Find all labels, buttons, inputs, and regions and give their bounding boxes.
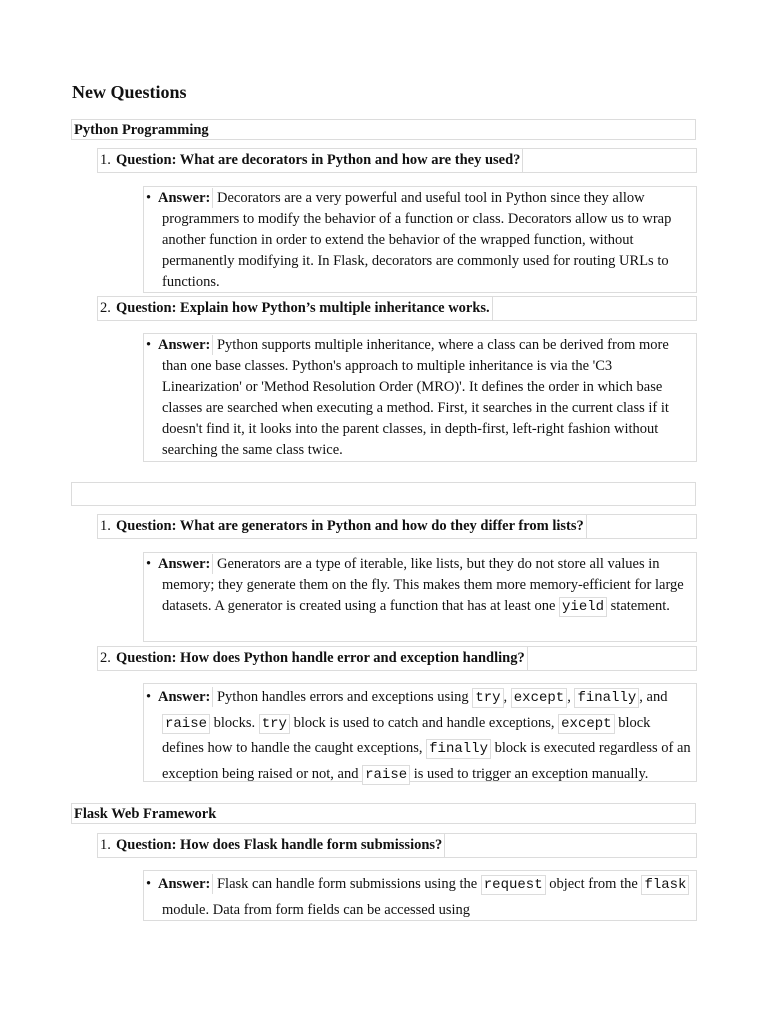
answer-decorators — [143, 186, 697, 293]
code-try: try — [259, 714, 290, 734]
answer-text: , — [567, 689, 571, 705]
question-generators — [97, 514, 697, 539]
answer-text: , and — [639, 689, 668, 705]
answer-generators — [143, 552, 697, 642]
question-flask-forms — [97, 833, 697, 858]
question-number: 2. — [100, 300, 111, 316]
code-finally: finally — [574, 688, 639, 708]
answer-label: Answer: — [144, 874, 213, 894]
code-request: request — [481, 875, 546, 895]
question-text: Question: What are generators in Python and how do they differ from lists? — [115, 515, 587, 538]
question-text: Question: Explain how Python’s multiple inheritance works. — [115, 297, 493, 320]
question-text: Question: How does Python handle error and exception handling? — [115, 647, 528, 670]
question-number: 1. — [100, 837, 111, 853]
bullet: • — [146, 689, 152, 705]
answer-text: Generators are a type of iterable, like lists, but they do not store all values in memory; they generate them on the fly. This makes them more memory-efficient for large datasets. A generator is created using a function that has at least one — [162, 556, 684, 614]
question-multiple-inheritance — [97, 296, 697, 321]
bullet: • — [146, 337, 152, 353]
section-python-programming: Python Programming — [71, 119, 696, 140]
answer-multiple-inheritance — [143, 333, 697, 462]
answer-label: Answer: — [144, 687, 213, 707]
bullet: • — [146, 876, 152, 892]
answer-text: object from the — [549, 876, 638, 892]
answer-text: block is executed regardless of an exception being raised or not, and — [162, 740, 691, 782]
answer-text: Python supports multiple inheritance, where a class can be derived from more than one base classes. Python's approach to multiple inheritance is via the 'C3 Linearization' or 'Method Resolution Order (MRO)'. It defines the order in which base classes are searched when executing a method. First, it searches in the current class if it doesn't find it, it looks into the parent classes, in depth-first, left-right fashion without searching the same class twice. — [162, 337, 669, 458]
answer-text: block is used to catch and handle exceptions, — [293, 714, 555, 731]
page-title: New Questions — [72, 82, 187, 102]
answer-text: Decorators are a very powerful and useful tool in Python since they allow programmers to modify the behavior of a function or class. Decorators allow us to wrap another function in order to extend the behavior of the wrapped function, without permanently modifying it. In Flask, decorators are commonly used for routing URLs to functions. — [162, 190, 672, 290]
answer-label: Answer: — [144, 554, 213, 574]
code-raise: raise — [162, 714, 210, 734]
answer-flask-forms — [143, 870, 697, 921]
code-yield: yield — [559, 597, 607, 617]
answer-label: Answer: — [144, 335, 213, 355]
answer-label: Answer: — [144, 188, 213, 208]
answer-text: Python handles errors and exceptions using — [216, 689, 469, 705]
section-flask-web-framework: Flask Web Framework — [71, 803, 696, 824]
bullet: • — [146, 556, 152, 572]
answer-text: blocks. — [213, 714, 256, 731]
question-number: 1. — [100, 518, 111, 534]
question-exceptions — [97, 646, 697, 671]
code-finally: finally — [426, 739, 491, 759]
question-text: Question: How does Flask handle form submissions? — [115, 834, 445, 857]
answer-text: Flask can handle form submissions using the — [216, 876, 478, 892]
answer-text: is used to trigger an exception manually. — [413, 765, 649, 782]
code-except: except — [558, 714, 614, 734]
bullet: • — [146, 190, 152, 206]
section-untitled — [71, 482, 696, 506]
answer-text-end: statement. — [610, 598, 670, 614]
code-try: try — [472, 688, 503, 708]
code-except: except — [511, 688, 567, 708]
question-number: 1. — [100, 152, 111, 168]
answer-text: block defines how to handle the caught exceptions, — [162, 714, 651, 756]
question-decorators — [97, 148, 697, 173]
code-raise: raise — [362, 765, 410, 785]
answer-exceptions — [143, 683, 697, 782]
answer-text: module. Data from form fields can be accessed using — [162, 901, 471, 918]
answer-text: , — [503, 689, 508, 705]
question-text: Question: What are decorators in Python and how are they used? — [115, 149, 523, 172]
code-flask: flask — [641, 875, 689, 895]
question-number: 2. — [100, 650, 111, 666]
